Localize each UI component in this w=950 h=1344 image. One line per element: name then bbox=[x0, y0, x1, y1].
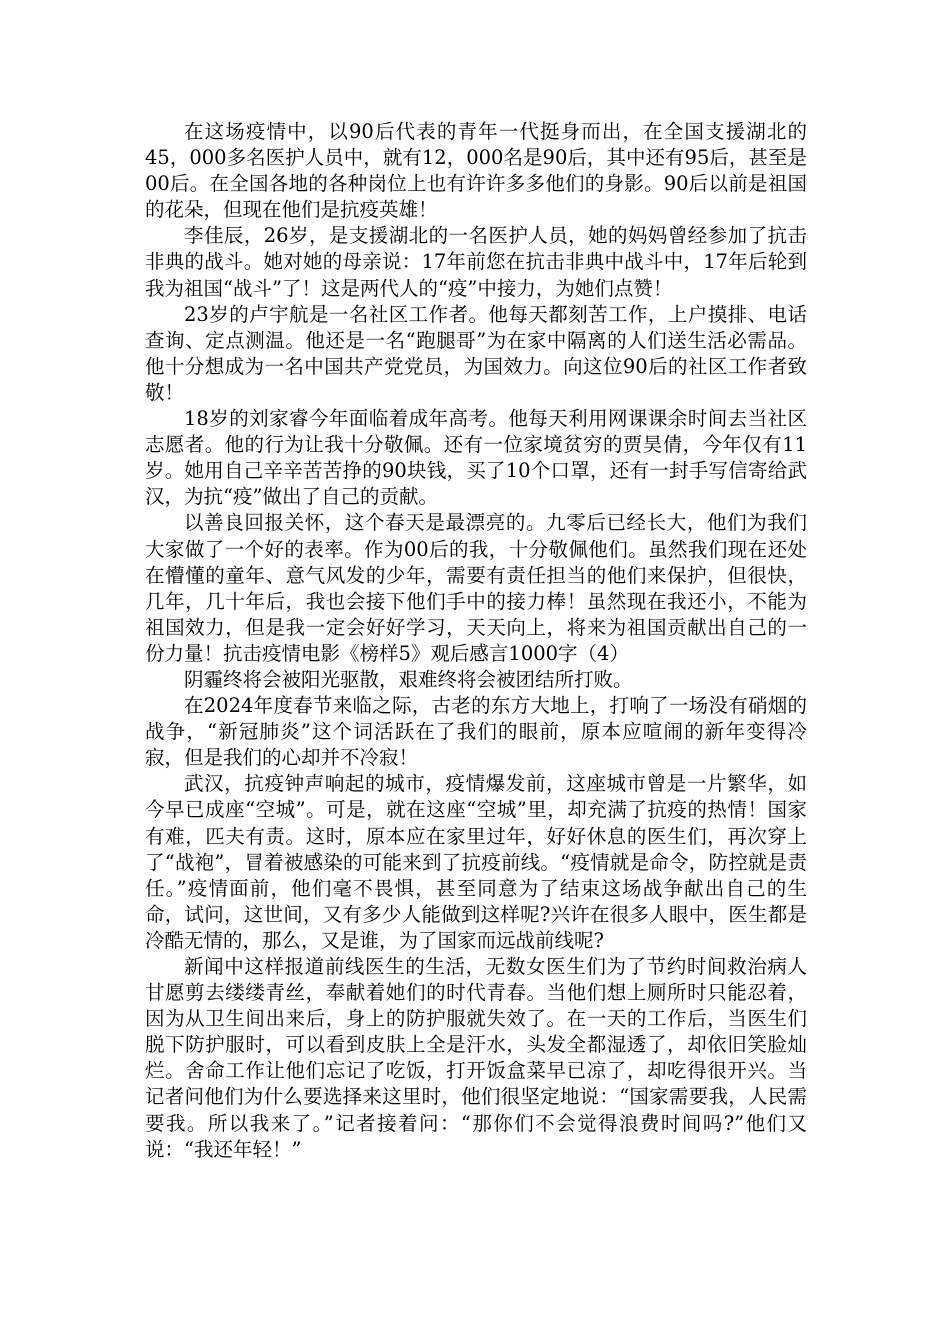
paragraph-kindness: 以善良回报关怀，这个春天是最漂亮的。九零后已经长大，他们为我们大家做了一个好的表率。作为00后的我，十分敬佩他们。虽然我们现在还处在懵懂的童年、意气风发的少年，需要有责任担当的他们来保护，但很快，几年，几十年后，我也会接下他们手中的接力棒！虽然现在我还小，不能为祖国效力，但是我一定会好好学习，天天向上，将来为祖国贡献出自己的一份力量！抗击疫情电影《榜样5》观后感言1000字（4） bbox=[145, 511, 807, 665]
paragraph-news-doctors: 新闻中这样报道前线医生的生活，无数女医生们为了节约时间救治病人甘愿剪去缕缕青丝，奉献着她们的时代青春。当他们想上厕所时只能忍着，因为从卫生间出来后，身上的防护服就失效了。在一天的工作后，当医生们脱下防护服时，可以看到皮肤上全是汗水，头发全都湿透了，却依旧笑脸灿烂。舍命工作让他们忘记了吃饭，打开饭盒菜早已凉了，却吃得很开兴。当记者问他们为什么要选择来这里时，他们很坚定地说：“国家需要我，人民需要我。所以我来了。”记者接着问：“那你们不会觉得浪费时间吗?”他们又说：“我还年轻！” bbox=[145, 955, 807, 1161]
paragraph-li-jiachen: 李佳辰，26岁，是支援湖北的一名医护人员，她的妈妈曾经参加了抗击非典的战斗。她对她的母亲说：17年前您在抗击非典中战斗中，17年后轮到我为祖国“战斗”了！这是两代人的“疫”中接力，为她们点赞！ bbox=[145, 224, 807, 300]
paragraph-spring-festival: 在2024年度春节来临之际，古老的东方大地上，打响了一场没有硝烟的战争，“新冠肺炎”这个词活跃在了我们的眼前，原本应喧闹的新年变得冷寂，但是我们的心却并不冷寂！ bbox=[145, 694, 807, 770]
paragraph-wuhan: 武汉，抗疫钟声响起的城市，疫情爆发前，这座城市曾是一片繁华，如今早已成座“空城”。可是，就在这座“空城”里，却充满了抗疫的热情！国家有难，匹夫有责。这时，原本应在家里过年，好好休息的医生们，再次穿上了“战袍”，冒着被感染的可能来到了抗疫前线。“疫情就是命令，防控就是责任。”疫情面前，他们毫不畏惧，甚至同意为了结束这场战争献出自己的生命，试问，这世间，又有多少人能做到这样呢?兴许在很多人眼中，医生都是冷酷无情的，那么，又是谁，为了国家而远战前线呢? bbox=[145, 772, 807, 952]
document-body bbox=[145, 119, 807, 1163]
paragraph-haze: 阴霾终将会被阳光驱散，艰难终将会被团结所打败。 bbox=[184, 667, 633, 691]
paragraph-liu-jiarui: 18岁的刘家睿今年面临着成年高考。他每天利用网课课余时间去当社区志愿者。他的行为让我十分敬佩。还有一位家境贫穷的贾昊倩，今年仅有11岁。她用自己辛辛苦苦挣的90块钱，买了10个口罩，还有一封手写信寄给武汉，为抗“疫”做出了自己的贡献。 bbox=[145, 407, 807, 509]
paragraph-90s-heroes: 在这场疫情中，以90后代表的青年一代挺身而出，在全国支援湖北的45，000多名医护人员中，就有12，000名是90后，其中还有95后，甚至是00后。在全国各地的各种岗位上也有许许多多他们的身影。90后以前是祖国的花朵，但现在他们是抗疫英雄！ bbox=[145, 120, 807, 222]
paragraph-lu-yuhang: 23岁的卢宇航是一名社区工作者。他每天都刻苦工作，上户摸排、电话查询、定点测温。他还是一名“跑腿哥”为在家中隔离的人们送生活必需品。他十分想成为一名中国共产党党员，为国效力。向这位90后的社区工作者致敬！ bbox=[145, 302, 807, 404]
